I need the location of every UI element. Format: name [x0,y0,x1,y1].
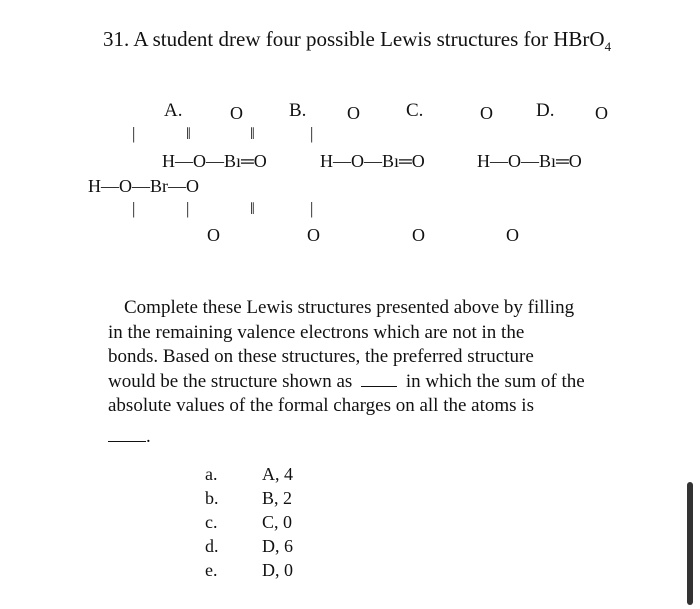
molecule-row-1-d [477,151,582,172]
bond-single: — [364,151,382,171]
bond-down-single-3: | [310,199,314,218]
bond-single: — [175,151,193,171]
bond-single: — [101,176,119,196]
option-a-value[interactable]: A, 4 [262,464,293,484]
bond-up-single-2: | [310,124,314,143]
question-number: 31. [103,27,130,51]
atom-o: O [186,176,199,196]
option-e-letter: e. [205,560,218,580]
option-b-letter: b. [205,488,219,508]
molecule-row-1-c [320,151,425,172]
atom-o: O [119,176,132,196]
paragraph-line-4 [108,370,648,395]
atom-oxygen-bottom-c: O [412,225,425,245]
option-b-value[interactable]: B, 2 [262,488,293,508]
atom-o: O [568,151,582,171]
option-c-letter: c. [205,512,218,532]
atom-oxygen-top-b: O [347,103,360,123]
atom-o: O [508,151,521,171]
bond-down-single-1: | [132,199,136,218]
atom-o: O [411,151,425,171]
question-text: A student drew four possible Lewis structures for HBrO [133,27,605,51]
atom-oxygen-top-c: O [480,103,493,123]
paragraph-line-6-end: . [146,425,151,447]
bond-up-double-1: ‖ [186,124,191,143]
atom-br: Bı [382,151,400,171]
bond-single: — [521,151,539,171]
paragraph-line-5: absolute values of the formal charges on all the atoms is [108,395,534,416]
atom-h: H [88,176,101,196]
structure-label-b: B. [289,100,307,121]
bond-single: — [206,151,224,171]
atom-br: Br [150,176,168,196]
atom-h: H [477,151,490,171]
atom-oxygen-bottom-a: O [207,225,220,245]
molecule-row-2 [88,176,199,197]
option-d-letter: d. [205,536,219,556]
atom-br: Bı [224,151,242,171]
paragraph-line-2: in the remaining valence electrons which are not in the [108,321,525,343]
paragraph-line-3: bonds. Based on these structures, the preferred structure [108,346,534,367]
answer-blank-structure[interactable] [361,386,397,387]
paragraph-line-4a: would be the structure shown as [108,370,353,392]
atom-h: H [162,151,175,171]
atom-o: O [193,151,206,171]
option-c-value[interactable]: C, 0 [262,512,293,532]
structure-label-d: D. [536,100,555,121]
bond-single: — [490,151,508,171]
paragraph-line-1: Complete these Lewis structures presented above by filling [124,297,575,318]
bond-single: — [333,151,351,171]
atom-oxygen-top-a: O [230,103,243,123]
bond-double: ═ [556,151,569,171]
bond-down-double-1: ‖ [250,199,255,218]
formula-subscript: 4 [604,39,612,55]
question-paragraph [108,296,648,449]
structure-label-a: A. [164,100,183,121]
atom-br: Bı [539,151,557,171]
atom-o: O [351,151,364,171]
bond-double: ═ [399,151,412,171]
scrollbar-thumb[interactable] [687,482,693,605]
bond-down-single-2: | [186,199,190,218]
option-e-value[interactable]: D, 0 [262,560,293,580]
bond-single: — [132,176,150,196]
answer-blank-formal-charge[interactable] [108,441,146,442]
bond-up-double-2: ‖ [250,124,255,143]
option-a-letter: a. [205,464,218,484]
atom-o: O [253,151,267,171]
structure-label-c: C. [406,100,424,121]
bond-up-single-1: | [132,124,136,143]
question-title [103,27,611,55]
option-d-value[interactable]: D, 6 [262,536,293,556]
atom-oxygen-bottom-d: O [506,225,519,245]
bond-double: ═ [241,151,254,171]
atom-oxygen-top-d: O [595,103,608,123]
atom-h: H [320,151,333,171]
atom-oxygen-bottom-b: O [307,225,320,245]
molecule-row-1 [162,151,267,172]
paragraph-line-6 [108,425,648,450]
bond-single: — [168,176,186,196]
paragraph-line-4b: in which the sum of the [405,370,585,392]
